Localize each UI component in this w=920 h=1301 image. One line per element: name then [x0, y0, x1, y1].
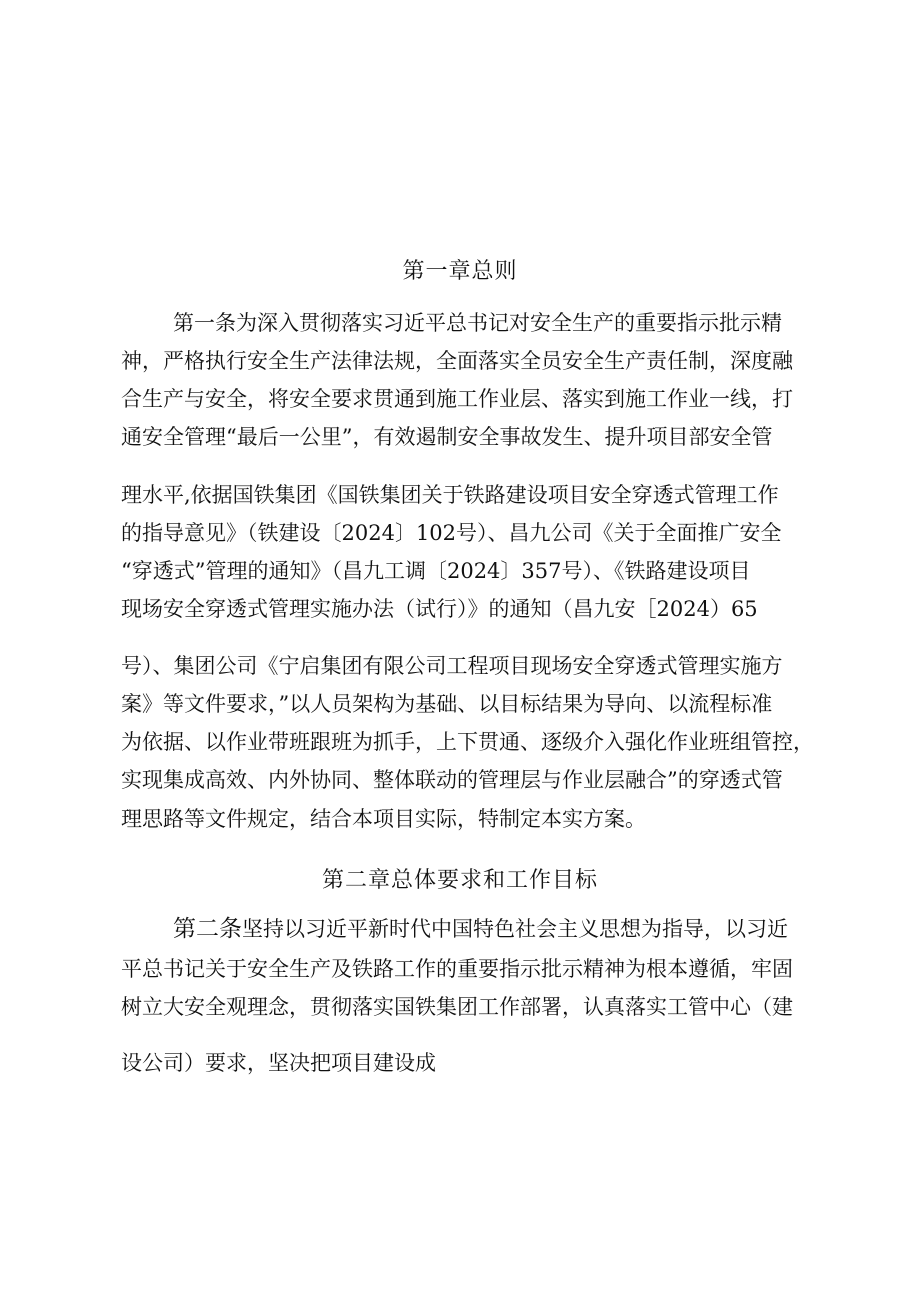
chapter-1-line-12: 实现集成高效、内外协同、整体联动的管理层与作业层融合”的穿透式管	[121, 768, 783, 792]
chapter-2-line-4: 设公司）要求，坚决把项目建设成	[121, 1051, 436, 1075]
chapter-1-line-13: 理思路等文件规定，结合本项目实际，特制定本实方案。	[121, 807, 646, 831]
chapter-1-line-9: 号）、集团公司《宁启集团有限公司工程项目现场安全穿透式管理实施方	[121, 654, 783, 678]
chapter-2-line-1-text: 坚持以习近平新时代中国特色社会主义思想为指导，以习近	[242, 917, 788, 941]
chapter-1-line-2: 神，严格执行安全生产法律法规，全面落实全员安全生产责任制，深度融	[121, 349, 793, 373]
article-2-label: 第二条	[173, 916, 242, 942]
chapter-2-line-1	[173, 915, 788, 943]
chapter-1-line-6: 的指导意见》（铁建设〔2024〕102号）、昌九公司《关于全面推广安全	[121, 521, 782, 545]
chapter-1-line-8: 现场安全穿透式管理实施办法（试行）》的通知（昌九安［2024）65	[121, 597, 758, 621]
chapter-1-line-5: 理水平,依据国铁集团《国铁集团关于铁路建设项目安全穿透式管理工作	[121, 483, 779, 507]
chapter-1-line-7: “穿透式”管理的通知》（昌九工调〔2024〕357号）、《铁路建设项目	[121, 559, 751, 583]
chapter-1-line-11: 为依据、以作业带班跟班为抓手，上下贯通、逐级介入强化作业班组管控，	[121, 730, 814, 754]
chapter-2-title: 第二章总体要求和工作目标	[321, 868, 598, 893]
chapter-1-title: 第一章总则	[402, 259, 518, 284]
chapter-1-line-10: 案》等文件要求，”以人员架构为基础、以目标结果为导向、以流程标准	[121, 692, 773, 716]
chapter-1-line-1: 第一条为深入贯彻落实习近平总书记对安全生产的重要指示批示精	[173, 311, 782, 335]
chapter-1-line-3: 合生产与安全，将安全要求贯通到施工作业层、落实到施工作业一线，打	[121, 387, 793, 411]
chapter-2-line-3: 树立大安全观理念，贯彻落实国铁集团工作部署，认真落实工管中心（建	[121, 995, 793, 1019]
chapter-2-line-2: 平总书记关于安全生产及铁路工作的重要指示批示精神为根本遵循，牢固	[121, 957, 793, 981]
chapter-1-line-4: 通安全管理“最后一公里”，有效遏制安全事故发生、提升项目部安全管	[121, 425, 773, 449]
